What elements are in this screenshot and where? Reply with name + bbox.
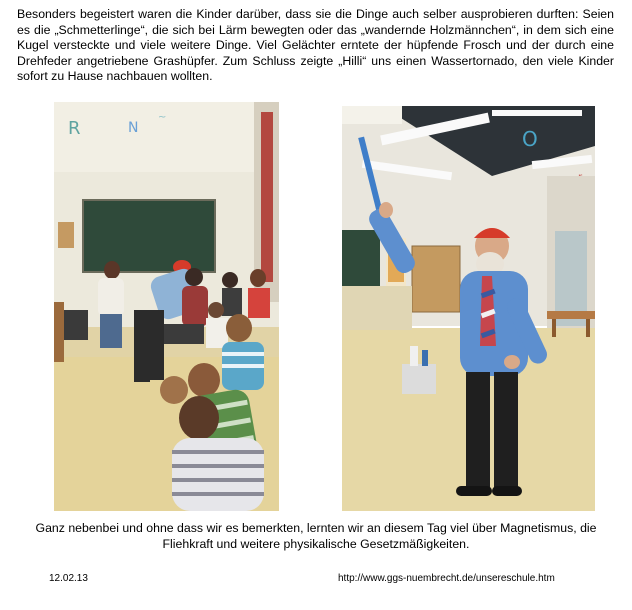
footer-date: 12.02.13 [49, 573, 88, 584]
svg-text:O: O [522, 127, 538, 151]
photo-children-watching [54, 102, 279, 511]
photo-caption: Ganz nebenbei und ohne dass wir es bemerkten, lernten wir an diesem Tag viel über Magnetismus, die Fliehkraft und weitere physikalische Gesetzmäßigkeiten. [35, 521, 597, 551]
svg-text:R: R [68, 118, 81, 139]
svg-text:~: ~ [158, 112, 167, 123]
intro-paragraph: Besonders begeistert waren die Kinder darüber, dass sie die Dinge auch selber ausprobieren durften: Seien es die „Schmetterlinge“, die sich bei Lärm bewegten oder das „wandernde Holzmännchen“, in dem sich eine Kugel versteckte und viele weitere Dinge. Viel Gelächter erntete der hüpfende Frosch und der durch eine Drehfeder angetriebene Grashüpfer. Zum Schluss zeigte „Hilli“ uns einen Wassertornado, den viele Kinder sofort zu Hause nachbauen wollten. [17, 7, 614, 83]
svg-text:N: N [128, 120, 139, 136]
footer-url-link[interactable]: http://www.ggs-nuembrecht.de/unsereschule.htm [338, 573, 555, 584]
photo-performer-with-stick [342, 106, 595, 511]
